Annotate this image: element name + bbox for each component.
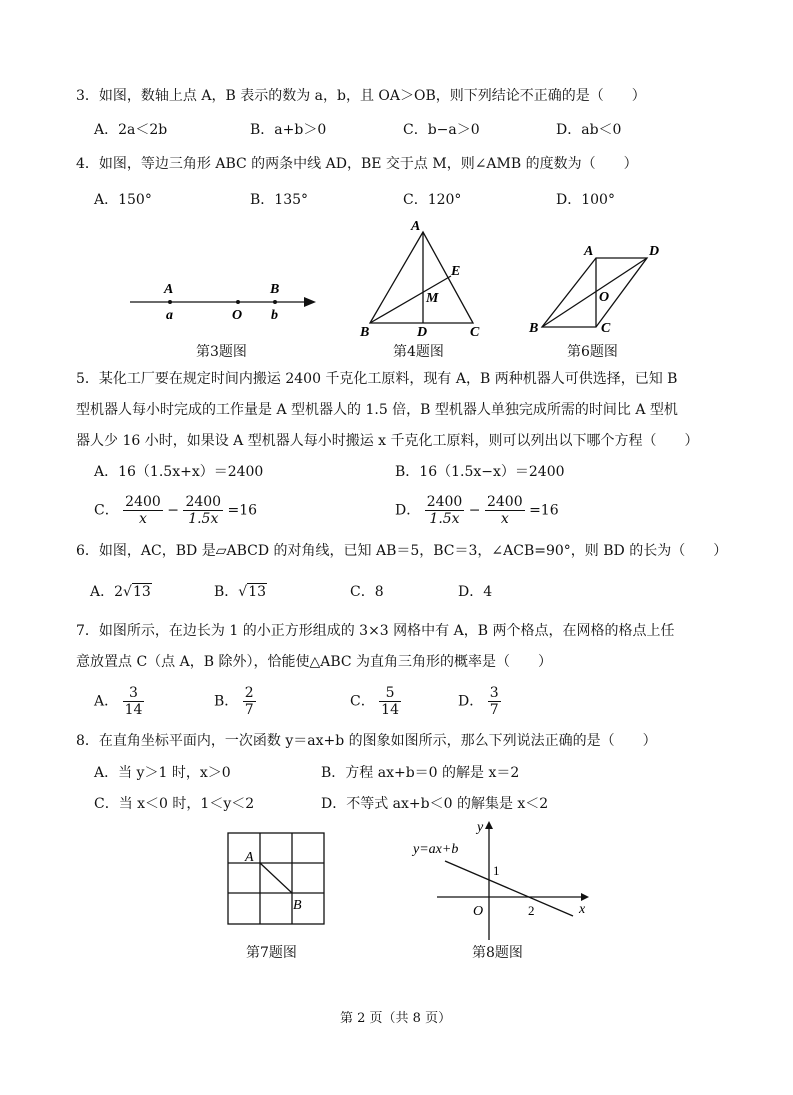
- q4-option-a: A．150°: [94, 192, 152, 208]
- q6-option-b: B．√13: [214, 584, 267, 600]
- fig4-label-D: D: [417, 325, 428, 340]
- q6-option-a-radicand: 13: [132, 584, 151, 600]
- fig6-label-C: C: [601, 321, 611, 336]
- figure-4-caption: 第4题图: [393, 344, 444, 360]
- q5-option-d-fraction-2: [485, 494, 525, 527]
- q3-option-d: D．ab＜0: [556, 122, 622, 138]
- q7-c-numerator: 5: [379, 685, 401, 702]
- q5-c-denominator-1: x: [139, 511, 147, 527]
- q7-option-c: [350, 685, 401, 718]
- figure-7-grid: [225, 830, 330, 930]
- fig3-label-b: b: [271, 308, 278, 323]
- q5-option-d-label: D．: [395, 502, 421, 519]
- q3-stem: 3．如图，数轴上点 A，B 表示的数为 a，b，且 OA＞OB，则下列结论不正确的是（ ）: [76, 88, 646, 104]
- fig6-label-D: D: [649, 244, 660, 259]
- q6-option-a-coef: 2: [114, 584, 124, 600]
- fig8-label-O: O: [473, 904, 484, 919]
- q7-option-d-label: D．: [458, 693, 484, 710]
- q7-d-denominator: 7: [489, 702, 499, 718]
- fig3-label-A: A: [164, 282, 174, 297]
- q5-d-numerator-2: 2400: [486, 494, 523, 510]
- q5-option-c: [94, 494, 257, 527]
- q5-option-c-label: C．: [94, 502, 119, 519]
- q5-line-1: 5．某化工厂要在规定时间内搬运 2400 千克化工原料，现有 A，B 两种机器人可供选择，已知 B: [76, 371, 678, 387]
- fig4-label-B: B: [360, 325, 370, 340]
- fig6-label-A: A: [584, 244, 594, 259]
- fig6-label-B: B: [529, 321, 539, 336]
- q6-option-a-label: A．: [90, 584, 115, 600]
- q5-d-denominator-1: 1.5x: [429, 511, 460, 527]
- q7-option-d: [458, 685, 501, 718]
- q7-option-b-label: B．: [214, 693, 239, 710]
- figure-3-number-line: [120, 270, 330, 330]
- q7-b-denominator: 7: [244, 702, 254, 718]
- q5-line-3: 器人少 16 小时，如果设 A 型机器人每小时搬运 x 千克化工原料，则可以列出以下哪个方程（ ）: [76, 433, 699, 449]
- q3-option-a: A．2a＜2b: [94, 122, 168, 138]
- fig3-label-a: a: [166, 308, 173, 323]
- q6-option-b-label: B．: [214, 584, 239, 600]
- q6-option-a: A．2√13: [90, 584, 151, 600]
- q5-c-denominator-2: 1.5x: [188, 511, 219, 527]
- fig8-label-1: 1: [493, 863, 500, 878]
- q4-option-c: C．120°: [403, 192, 462, 208]
- q6-option-c: C．8: [350, 584, 384, 600]
- q5-option-d-fraction-1: [425, 494, 465, 527]
- fig4-label-M: M: [426, 291, 439, 306]
- q6-option-d: D．4: [458, 584, 493, 600]
- figure-3-caption: 第3题图: [196, 344, 247, 360]
- q8-option-d: D．不等式 ax+b＜0 的解集是 x＜2: [321, 796, 549, 812]
- figure-6-caption: 第6题图: [567, 344, 618, 360]
- q5-c-rhs: =16: [227, 502, 258, 519]
- fig6-label-O: O: [599, 290, 610, 305]
- fig3-label-O: O: [232, 308, 243, 323]
- q5-d-denominator-2: x: [500, 511, 509, 527]
- q4-option-d: D．100°: [556, 192, 615, 208]
- q6-stem: 6．如图，AC，BD 是▱ABCD 的对角线，已知 AB＝5，BC＝3，∠ACB=90°，则 BD 的长为（ ）: [76, 543, 728, 559]
- q5-option-b: B．16（1.5x−x）＝2400: [395, 464, 565, 480]
- q5-d-rhs: =16: [529, 502, 559, 519]
- page-footer: 第 2 页（共 8 页）: [340, 1011, 452, 1026]
- figure-7-caption: 第7题图: [246, 945, 297, 961]
- q6-option-b-radicand: 13: [248, 584, 267, 600]
- q5-option-a: A．16（1.5x+x）＝2400: [94, 464, 264, 480]
- q5-option-c-fraction-1: [123, 494, 163, 527]
- q5-d-numerator-1: 2400: [426, 494, 463, 510]
- figure-4-triangle: [355, 215, 495, 340]
- q7-c-denominator: 14: [381, 702, 399, 718]
- q4-stem: 4．如图，等边三角形 ABC 的两条中线 AD，BE 交于点 M，则∠AMB 的度数为（ ）: [76, 156, 638, 172]
- fig7-label-A: A: [245, 850, 254, 865]
- q7-option-c-label: C．: [350, 693, 375, 710]
- q7-option-a-label: A．: [94, 693, 119, 710]
- q4-option-b: B．135°: [250, 192, 309, 208]
- fig8-label-equation: y=ax+b: [413, 842, 459, 857]
- figure-8-graph: [405, 815, 595, 945]
- q3-option-b: B．a+b＞0: [250, 122, 327, 138]
- q5-option-d: [395, 494, 559, 527]
- q7-b-numerator: 2: [244, 685, 254, 701]
- fig4-label-A: A: [411, 219, 421, 234]
- q7-option-a: [94, 685, 144, 718]
- q5-c-operator: −: [167, 502, 179, 519]
- q5-line-2: 型机器人每小时完成的工作量是 A 型机器人的 1.5 倍，B 型机器人单独完成所需的时间比 A 型机: [76, 402, 678, 418]
- q3-option-c: C．b−a＞0: [403, 122, 480, 138]
- figure-6-parallelogram: [525, 238, 665, 338]
- q8-option-a: A．当 y＞1 时，x＞0: [94, 765, 231, 781]
- fig8-label-2: 2: [528, 903, 535, 918]
- q5-d-operator: −: [468, 502, 481, 519]
- q7-a-denominator: 14: [124, 702, 143, 718]
- q7-line-1: 7．如图所示，在边长为 1 的小正方形组成的 3×3 网格中有 A，B 两个格点，在网格的格点上任: [76, 623, 675, 639]
- fig7-label-B: B: [293, 898, 302, 913]
- q8-option-c: C．当 x＜0 时，1＜y＜2: [94, 796, 255, 812]
- q5-c-numerator-1: 2400: [125, 494, 161, 510]
- q7-line-2: 意放置点 C（点 A，B 除外），恰能使△ABC 为直角三角形的概率是（ ）: [76, 654, 553, 670]
- q5-c-numerator-2: 2400: [185, 494, 222, 510]
- q7-a-numerator: 3: [123, 685, 145, 702]
- q7-option-b: [214, 685, 256, 718]
- fig4-label-E: E: [451, 264, 461, 279]
- q8-option-b: B．方程 ax+b＝0 的解是 x＝2: [321, 765, 520, 781]
- fig8-label-x: x: [579, 902, 586, 917]
- fig8-label-y: y: [477, 820, 484, 835]
- q8-stem: 8．在直角坐标平面内，一次函数 y＝ax+b 的图象如图所示，那么下列说法正确的是（ ）: [76, 733, 657, 749]
- figure-8-caption: 第8题图: [472, 945, 523, 961]
- fig3-label-B: B: [270, 282, 280, 297]
- fig4-label-C: C: [470, 325, 480, 340]
- q5-option-c-fraction-2: [183, 494, 223, 527]
- q7-d-numerator: 3: [489, 685, 499, 701]
